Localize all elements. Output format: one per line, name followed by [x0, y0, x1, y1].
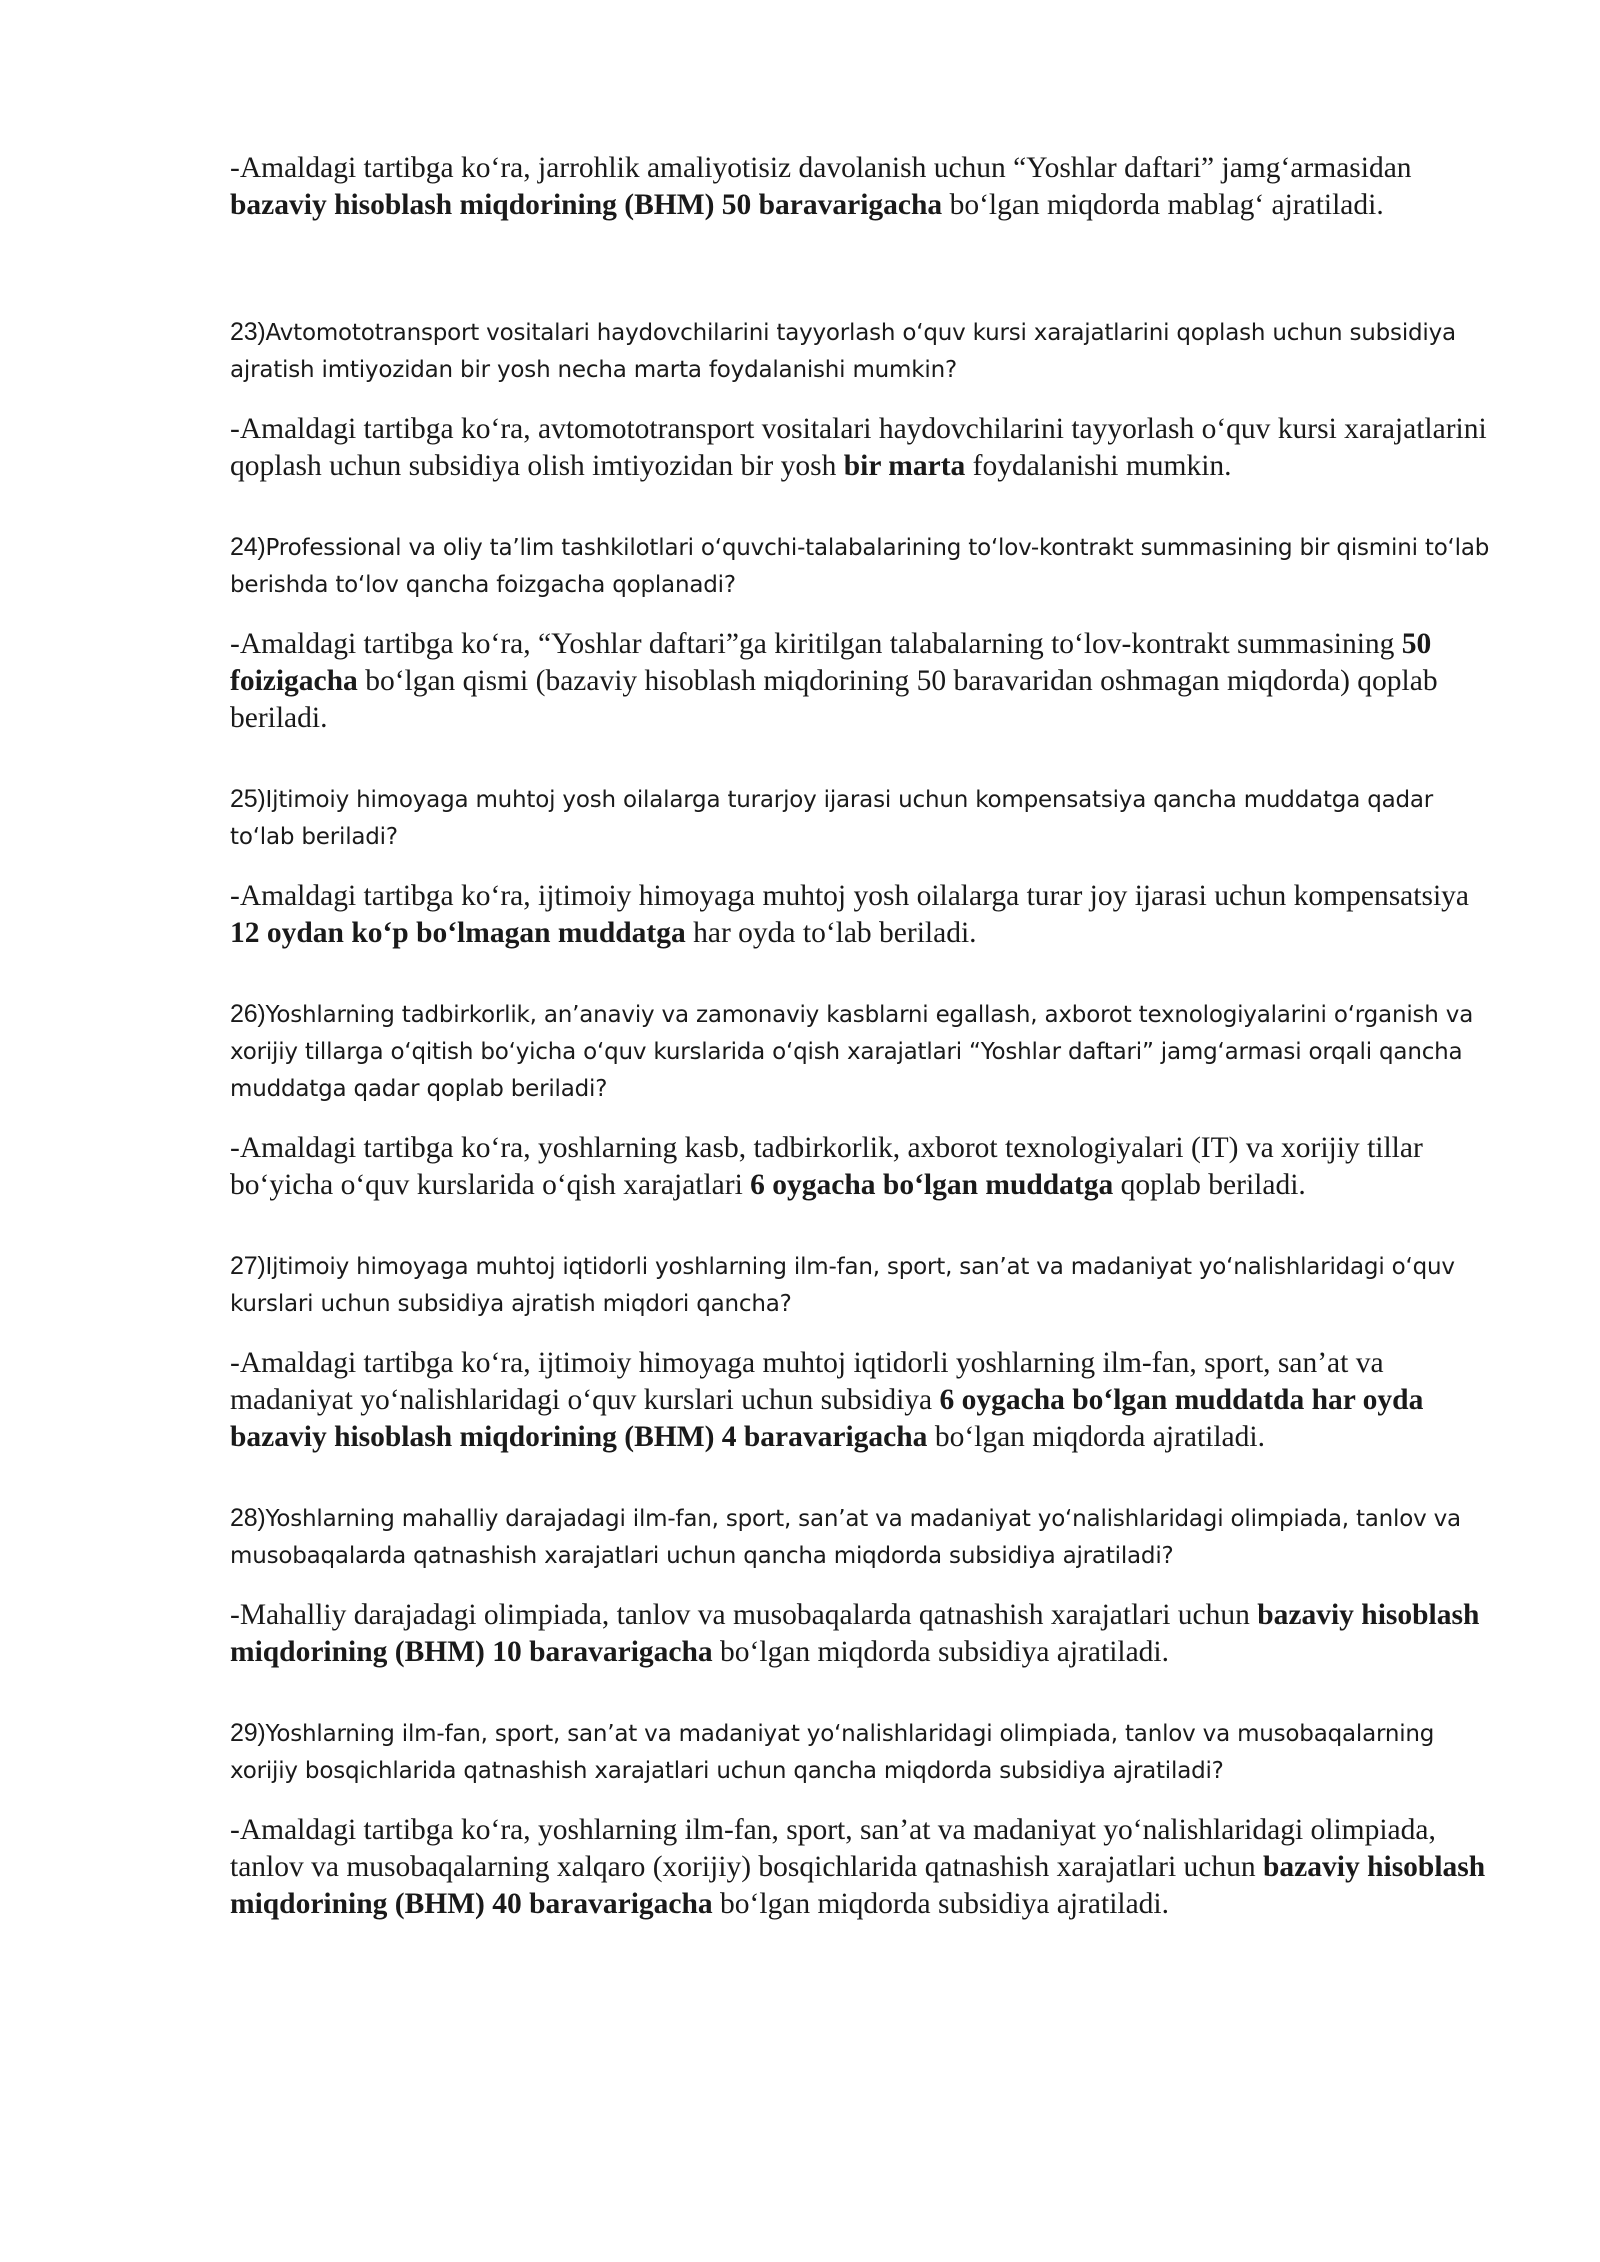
question-number: 28) [230, 1504, 266, 1532]
question-number: 25) [230, 785, 266, 813]
answer-24: -Amaldagi tartibga ko‘ra, “Yoshlar daftari”ga kiritilgan talabalarning to‘lov-kontrakt summasining 50 foizigacha bo‘lgan qismi (bazaviy hisoblash miqdorining 50 baravaridan oshmagan miqdorda) qoplab beriladi. [230, 628, 1438, 734]
question-29: 29)Yoshlarning ilm-fan, sport, san’at va madaniyat yo‘nalishlaridagi olimpiada, tanlov va musobaqalarning xorijiy bosqichlarida qatnashish xarajatlari uchun qancha miqdorda subsidiya ajratiladi? [230, 1719, 1435, 1784]
answer-29: -Amaldagi tartibga ko‘ra, yoshlarning ilm-fan, sport, san’at va madaniyat yo‘nalishlaridagi olimpiada, tanlov va musobaqalarning xalqaro (xorijiy) bosqichlarida qatnashish xarajatlari uchun bazaviy hisoblash miqdorining (BHM) 40 baravarigacha bo‘lgan miqdorda subsidiya ajratiladi. [230, 1814, 1486, 1920]
question-26: 26)Yoshlarning tadbirkorlik, an’anaviy va zamonaviy kasblarni egallash, axborot texnologiyalarini o‘rganish va xorijiy tillarga o‘qitish bo‘yicha o‘quv kurslarida o‘qish xarajatlari “Yoshlar daftari” jamg‘armasi orqali qancha muddatga qadar qoplab beriladi? [230, 1000, 1474, 1102]
answer-27: -Amaldagi tartibga ko‘ra, ijtimoiy himoyaga muhtoj iqtidorli yoshlarning ilm-fan, sport, san’at va madaniyat yo‘nalishlaridagi o‘quv kurslari uchun subsidiya 6 oygacha bo‘lgan muddatda har oyda bazaviy hisoblash miqdorining (BHM) 4 baravarigacha bo‘lgan miqdorda ajratiladi. [230, 1347, 1424, 1453]
question-28: 28)Yoshlarning mahalliy darajadagi ilm-fan, sport, san’at va madaniyat yo‘nalishlaridagi olimpiada, tanlov va musobaqalarda qatnashish xarajatlari uchun qancha miqdorda subsidiya ajratiladi? [230, 1504, 1461, 1569]
question-27: 27)Ijtimoiy himoyaga muhtoj iqtidorli yoshlarning ilm-fan, sport, san’at va madaniyat yo‘nalishlaridagi o‘quv kurslari uchun subsidiya ajratish miqdori qancha? [230, 1252, 1455, 1317]
question-number: 24) [230, 533, 266, 561]
question-24: 24)Professional va oliy ta’lim tashkilotlari o‘quvchi-talabalarining to‘lov-kontrakt summasining bir qismini to‘lab berishda to‘lov qancha foizgacha qoplanadi? [230, 533, 1490, 598]
question-number: 26) [230, 1000, 266, 1028]
answer-28: -Mahalliy darajadagi olimpiada, tanlov va musobaqalarda qatnashish xarajatlari uchun bazaviy hisoblash miqdorining (BHM) 10 baravarigacha bo‘lgan miqdorda subsidiya ajratiladi. [230, 1599, 1480, 1668]
document-page [230, 150, 1490, 1923]
question-number: 29) [230, 1719, 266, 1747]
question-23: 23)Avtomototransport vositalari haydovchilarini tayyorlash o‘quv kursi xarajatlarini qoplash uchun subsidiya ajratish imtiyozidan bir yosh necha marta foydalanishi mumkin? [230, 318, 1456, 383]
question-number: 23) [230, 318, 266, 346]
answer-23: -Amaldagi tartibga ko‘ra, avtomototransport vositalari haydovchilarini tayyorlash o‘quv kursi xarajatlarini qoplash uchun subsidiya olish imtiyozidan bir yosh bir marta foydalanishi mumkin. [230, 413, 1487, 482]
answer-26: -Amaldagi tartibga ko‘ra, yoshlarning kasb, tadbirkorlik, axborot texnologiyalari (IT) va xorijiy tillar bo‘yicha o‘quv kurslarida o‘qish xarajatlari 6 oygacha bo‘lgan muddatga qoplab beriladi. [230, 1132, 1423, 1201]
question-25: 25)Ijtimoiy himoyaga muhtoj yosh oilalarga turarjoy ijarasi uchun kompensatsiya qancha muddatga qadar to‘lab beriladi? [230, 785, 1434, 850]
answer-22: -Amaldagi tartibga ko‘ra, jarrohlik amaliyotisiz davolanish uchun “Yoshlar daftari” jamg‘armasidan bazaviy hisoblash miqdorining (BHM) 50 baravarigacha bo‘lgan miqdorda mablag‘ ajratiladi. [230, 152, 1412, 221]
question-number: 27) [230, 1252, 266, 1280]
answer-25: -Amaldagi tartibga ko‘ra, ijtimoiy himoyaga muhtoj yosh oilalarga turar joy ijarasi uchun kompensatsiya 12 oydan ko‘p bo‘lmagan muddatga har oyda to‘lab beriladi. [230, 880, 1469, 949]
